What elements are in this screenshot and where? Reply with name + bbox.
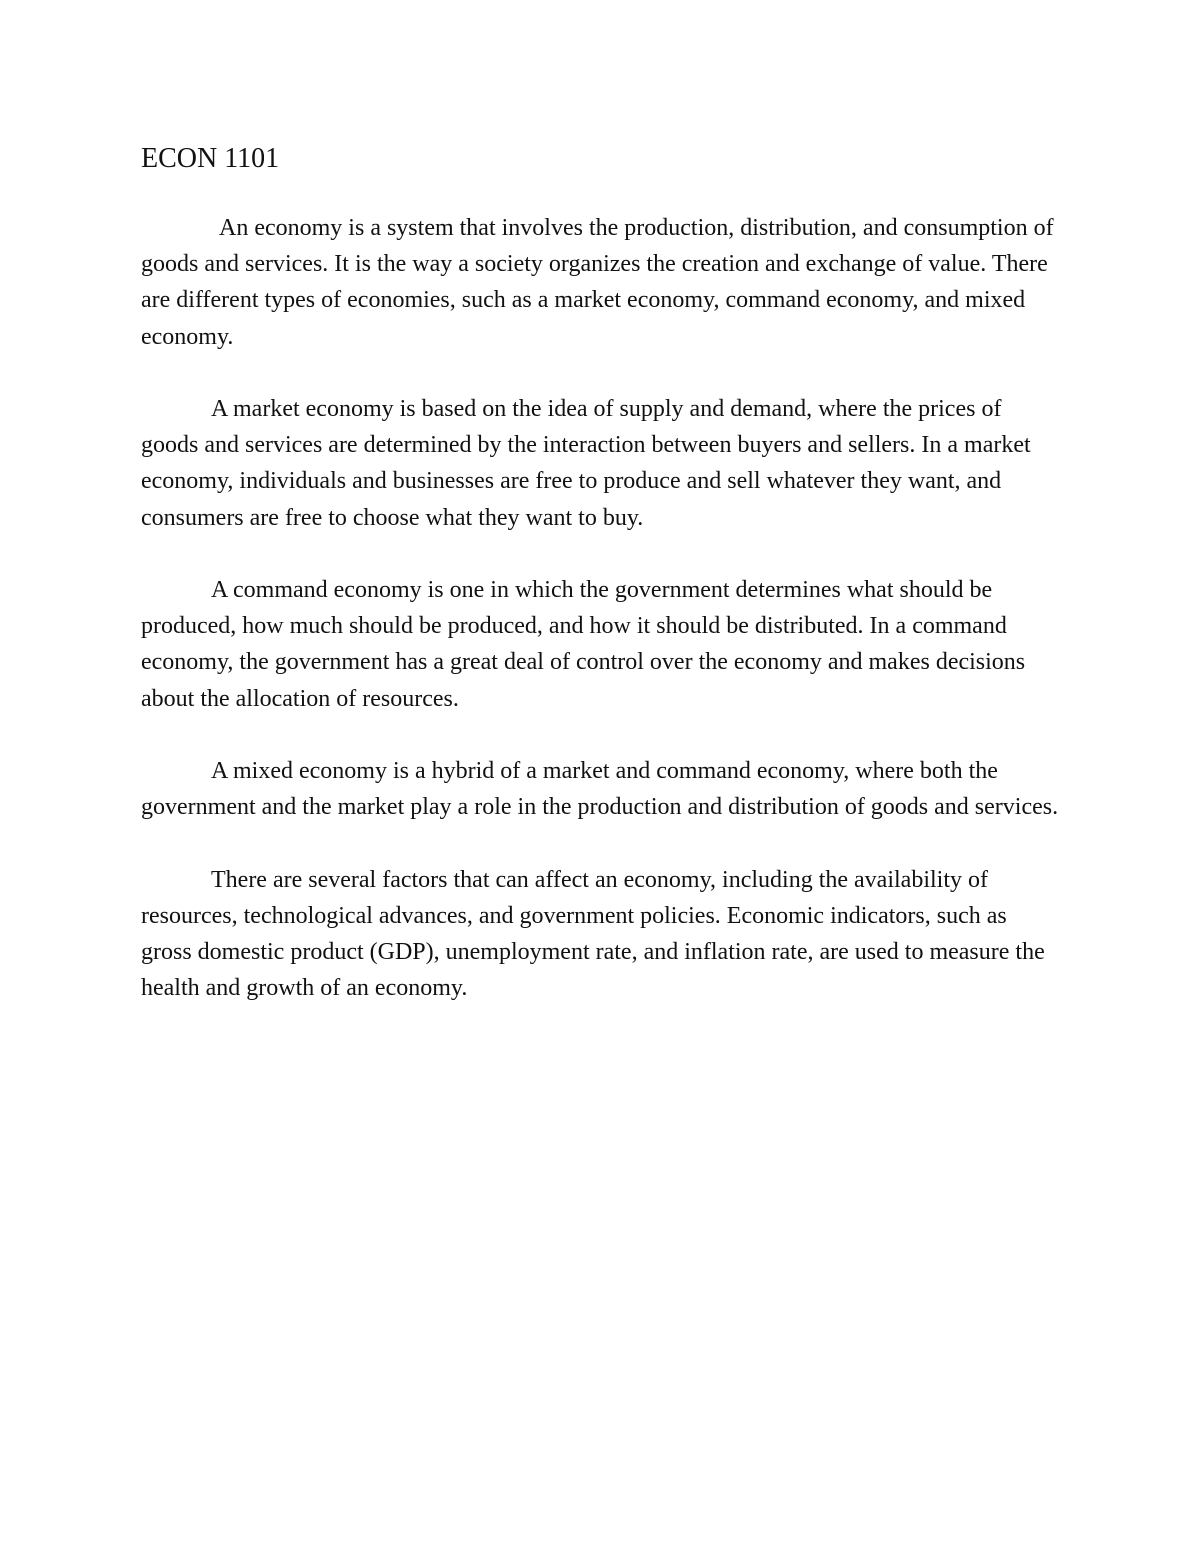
paragraph-economy-definition: An economy is a system that involves the production, distribution, and consumption of goods and services. It is the way a society organizes the creation and exchange of value. There are different types of economies, such as a market economy, command economy, and mixed economy. [141,215,1054,350]
paragraph-economic-factors: There are several factors that can affect an economy, including the availability of resources, technological advances, and government policies. Economic indicators, such as gross domestic product (GDP), unemployment rate, and inflation rate, are used to measure the health and growth of an economy. [141,866,1045,1002]
paragraph-command-economy: A command economy is one in which the government determines what should be produced, how much should be produced, and how it should be distributed. In a command economy, the government has a great deal of control over the economy and makes decisions about the allocation of resources. [141,577,1026,712]
paragraph-mixed-economy: A mixed economy is a hybrid of a market and command economy, where both the government and the market play a role in the production and distribution of goods and services. [141,758,1059,821]
course-title: ECON 1101 [141,143,280,174]
paragraph-market-economy: A market economy is based on the idea of supply and demand, where the prices of goods and services are determined by the interaction between buyers and sellers. In a market economy, individuals and businesses are free to produce and sell whatever they want, and consumers are free to choose what they want to buy. [141,396,1031,531]
document-body [141,140,1061,1006]
